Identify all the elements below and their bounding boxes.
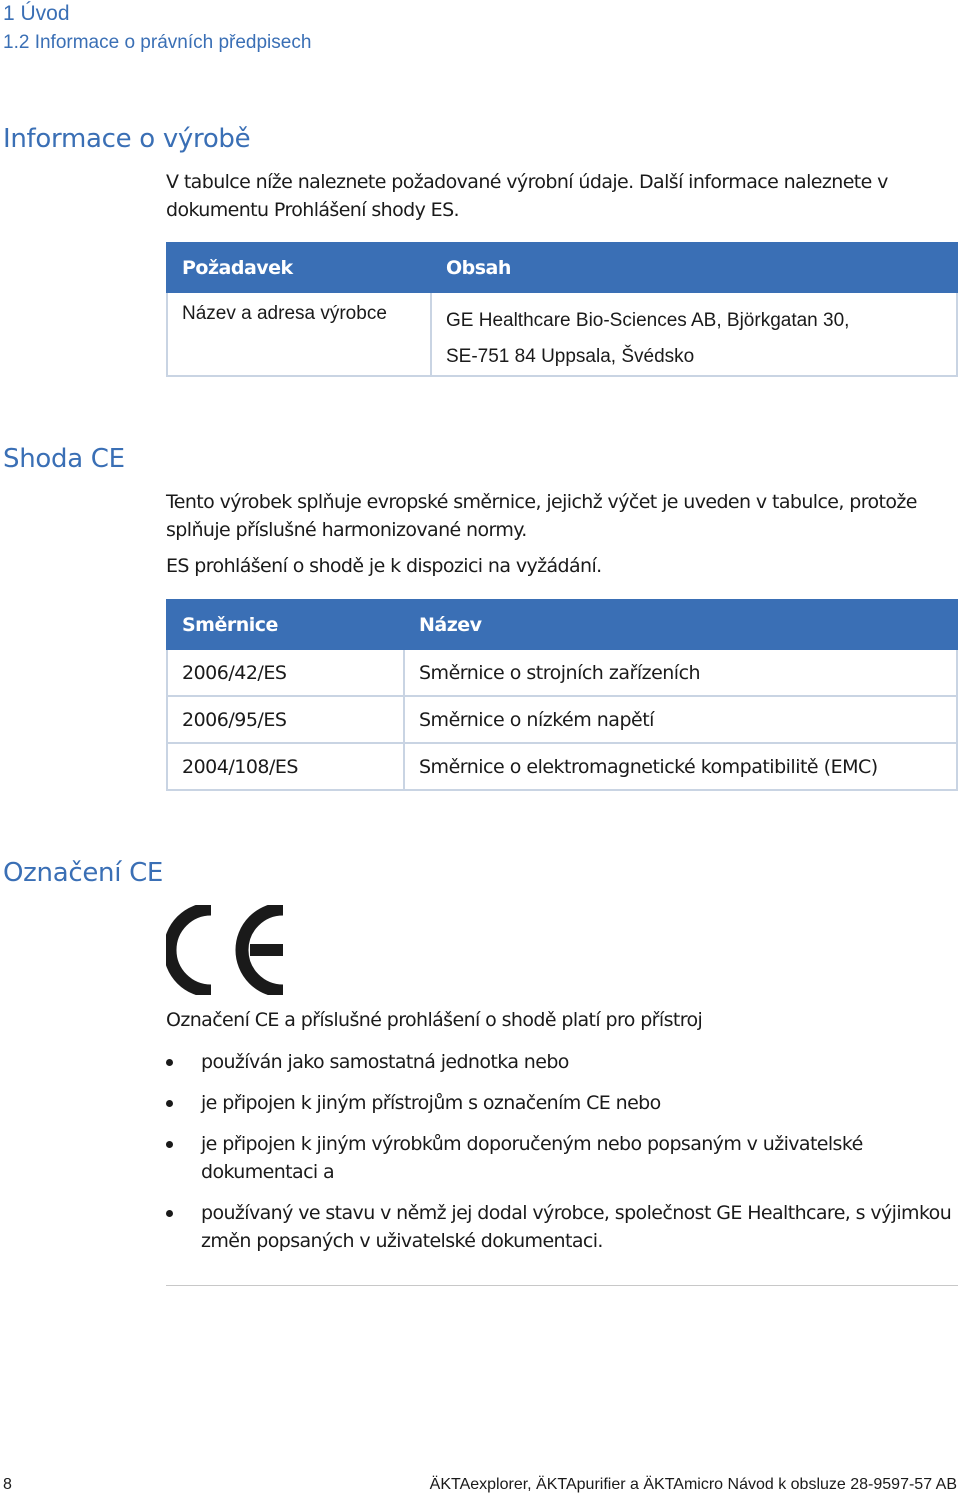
directive-code: 2004/108/ES — [167, 743, 404, 790]
bullet-icon — [166, 1210, 173, 1217]
bullet-icon — [166, 1141, 173, 1148]
list-item-text: je připojen k jiným přístrojům s označením CE nebo — [201, 1092, 661, 1114]
manufacturer-table — [166, 242, 958, 377]
directive-name: Směrnice o strojních zařízeních — [404, 649, 957, 696]
product-info-heading: Informace o výrobě — [3, 124, 251, 154]
directive-code: 2006/95/ES — [167, 696, 404, 743]
list-item-text: používaný ve stavu v němž jej dodal výrobce, společnost GE Healthcare, s výjimkou změn popsaných v uživatelské dokumentaci. — [201, 1202, 952, 1252]
table-row — [167, 292, 957, 376]
list-item — [166, 1199, 958, 1255]
ce-mark-icon — [166, 905, 288, 995]
manufacturer-label: Název a adresa výrobce — [167, 292, 431, 376]
column-header-name: Název — [404, 600, 957, 649]
column-header-content: Obsah — [431, 243, 957, 292]
directives-table — [166, 599, 958, 791]
section-divider — [166, 1285, 958, 1286]
column-header-directive: Směrnice — [167, 600, 404, 649]
directive-code: 2006/42/ES — [167, 649, 404, 696]
list-item — [166, 1089, 958, 1117]
list-item-text: používán jako samostatná jednotka nebo — [201, 1051, 569, 1073]
bullet-icon — [166, 1100, 173, 1107]
ce-marking-intro: Označení CE a příslušné prohlášení o shodě platí pro přístroj — [166, 1009, 703, 1031]
directive-name: Směrnice o nízkém napětí — [404, 696, 957, 743]
table-row — [167, 649, 957, 696]
directive-name: Směrnice o elektromagnetické kompatibilitě (EMC) — [404, 743, 957, 790]
table-row — [167, 743, 957, 790]
ce-conformity-text: Tento výrobek splňuje evropské směrnice, jejichž výčet je uveden v tabulce, protože splňuje příslušné harmonizované normy. — [166, 491, 917, 541]
manufacturer-table-header-row — [167, 243, 957, 292]
table-row — [167, 696, 957, 743]
list-item — [166, 1130, 958, 1186]
page-number: 8 — [3, 1476, 12, 1493]
product-info-intro: V tabulce níže naleznete požadované výrobní údaje. Další informace naleznete v dokumentu Prohlášení shody ES. — [166, 171, 888, 221]
ce-marking-heading: Označení CE — [3, 858, 164, 888]
ce-conditions-list — [166, 1048, 958, 1268]
address-line-2: SE-751 84 Uppsala, Švédsko — [446, 346, 695, 367]
list-item-text: je připojen k jiným výrobkům doporučeným nebo popsaným v uživatelské dokumentaci a — [201, 1133, 863, 1183]
directives-table-header-row — [167, 600, 957, 649]
chapter-header: 1 Úvod — [3, 2, 70, 25]
document-title: ÄKTAexplorer, ÄKTApurifier a ÄKTAmicro Návod k obsluze 28-9597-57 AB — [429, 1476, 957, 1493]
bullet-icon — [166, 1059, 173, 1066]
ce-conformity-heading: Shoda CE — [3, 444, 125, 474]
list-item — [166, 1048, 958, 1076]
ce-declaration-text: ES prohlášení o shodě je k dispozici na vyžádání. — [166, 555, 602, 577]
column-header-requirement: Požadavek — [167, 243, 431, 292]
address-line-1: GE Healthcare Bio-Sciences AB, Björkgatan 30, — [446, 310, 850, 331]
manufacturer-address — [431, 292, 957, 376]
section-header: 1.2 Informace o právních předpisech — [3, 32, 312, 53]
